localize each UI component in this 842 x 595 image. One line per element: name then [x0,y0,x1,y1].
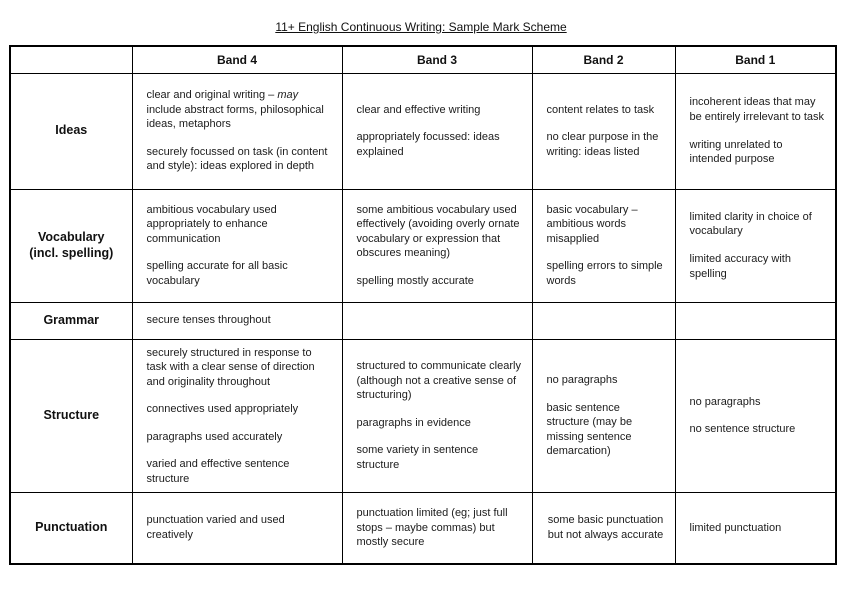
criteria-cell [675,189,836,302]
criteria-paragraph: ambitious vocabulary used appropriately to enhance communication [146,203,277,245]
header-row [10,46,836,73]
criteria-paragraph: limited accuracy with spelling [689,253,791,280]
criteria-paragraph: securely structured in response to task with a clear sense of direction and originality throughout [146,346,315,388]
table-row [10,339,836,493]
table-row [10,302,836,339]
criteria-paragraph: basic sentence structure (may be missing sentence demarcation) [546,401,633,458]
criteria-paragraph: punctuation limited (eg; just full stops – maybe commas) but mostly secure [356,507,508,549]
criteria-cell [532,189,675,302]
criteria-paragraph: clear and effective writing [356,103,481,116]
criteria-paragraph: limited punctuation [689,521,782,534]
band-4-header: Band 4 [132,46,342,73]
criteria-paragraph: no clear purpose in the writing: ideas listed [546,131,659,158]
criteria-paragraph: structured to communicate clearly (although not a creative sense of structuring) [356,360,521,402]
criteria-paragraph: some basic punctuation but not always accurate [547,514,664,541]
criteria-paragraph: incoherent ideas that may be entirely irrelevant to task [689,96,825,123]
criteria-paragraph: spelling mostly accurate [356,274,474,287]
row-label: Ideas [10,73,132,189]
criteria-paragraph: spelling errors to simple words [546,260,663,287]
criteria-paragraph: basic vocabulary – ambitious words misapplied [546,203,638,245]
criteria-paragraph: some ambitious vocabulary used effectively (avoiding overly ornate vocabulary or expression that obscures meaning) [356,203,520,260]
row-label: Grammar [10,302,132,339]
criteria-paragraph: limited clarity in choice of vocabulary [689,210,812,238]
criteria-paragraph: writing unrelated to intended purpose [689,138,783,166]
corner-cell [10,46,132,73]
criteria-paragraph: securely focussed on task (in content and style): ideas explored in depth [146,145,328,173]
criteria-cell [675,339,836,493]
criteria-paragraph: clear and original writing – may include abstract forms, philosophical ideas, metaphors [146,89,324,131]
criteria-paragraph: punctuation varied and used creatively [146,514,285,541]
criteria-cell [532,339,675,493]
criteria-cell [342,302,532,339]
criteria-paragraph: paragraphs in evidence [356,416,471,429]
criteria-cell [675,73,836,189]
mark-scheme-table [9,45,837,565]
criteria-paragraph: varied and effective sentence structure [146,458,290,485]
criteria-paragraph: no paragraphs [689,395,761,408]
criteria-cell [132,302,342,339]
document-title: 11+ English Continuous Writing: Sample Mark Scheme [275,20,567,34]
row-label: Punctuation [10,493,132,564]
criteria-cell [132,189,342,302]
band-3-header: Band 3 [342,46,532,73]
criteria-paragraph: content relates to task [546,103,655,116]
criteria-cell [132,73,342,189]
criteria-cell [532,302,675,339]
criteria-paragraph: no paragraphs [546,374,618,387]
row-label: Vocabulary (incl. spelling) [10,189,132,302]
table-row [10,73,836,189]
criteria-cell [675,302,836,339]
band-2-header: Band 2 [532,46,675,73]
band-1-header: Band 1 [675,46,836,73]
criteria-cell [342,339,532,493]
table-row [10,493,836,564]
criteria-cell [532,73,675,189]
criteria-paragraph: appropriately focussed: ideas explained [356,131,500,158]
criteria-paragraph: connectives used appropriately [146,403,299,416]
criteria-paragraph: no sentence structure [689,423,796,436]
criteria-cell [342,73,532,189]
criteria-cell [532,493,675,564]
criteria-paragraph: paragraphs used accurately [146,430,283,443]
criteria-cell [342,493,532,564]
row-label: Structure [10,339,132,493]
criteria-paragraph: secure tenses throughout [146,314,271,327]
criteria-paragraph: some variety in sentence structure [356,444,479,471]
criteria-cell [342,189,532,302]
criteria-paragraph: spelling accurate for all basic vocabulary [146,260,288,287]
criteria-cell [132,493,342,564]
table-row [10,189,836,302]
criteria-cell [675,493,836,564]
table-body [10,73,836,564]
criteria-cell [132,339,342,493]
